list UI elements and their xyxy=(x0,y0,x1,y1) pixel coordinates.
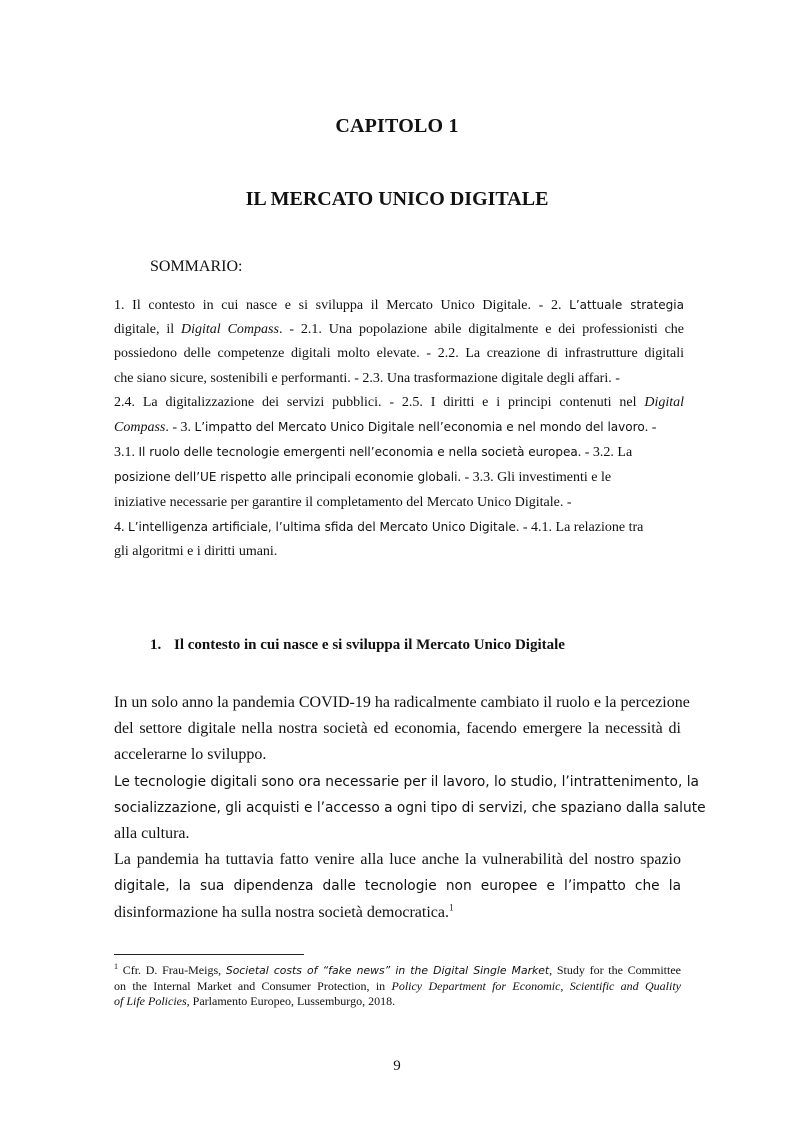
footnote-line: on the Internal Market and Consumer Protection, in Policy Department for Economic, Scientific and Quality xyxy=(114,978,681,993)
summary-line: Compass. - 3. L’impatto del Mercato Unico Digitale nell’economia e nel mondo del lavoro. - xyxy=(114,420,657,436)
footnote-reference[interactable]: 1 xyxy=(448,902,454,913)
paragraph-line: alla cultura. xyxy=(114,825,190,843)
summary-line: gli algoritmi e i diritti umani. xyxy=(114,544,278,560)
summary-line: posizione dell’UE rispetto alle principali economie globali. - 3.3. Gli investimenti e le xyxy=(114,470,612,486)
footnote-marker: 1 xyxy=(114,962,118,971)
summary-line: iniziative necessarie per garantire il completamento del Mercato Unico Digitale. - xyxy=(114,494,572,510)
footnote xyxy=(114,963,681,1010)
section-title: Il contesto in cui nasce e si sviluppa il Mercato Unico Digitale xyxy=(174,637,565,653)
footnote-line: of Life Policies, Parlamento Europeo, Lussemburgo, 2018. xyxy=(114,994,396,1008)
page-number: 9 xyxy=(393,1058,401,1074)
summary-line: 2.4. La digitalizzazione dei servizi pubblici. - 2.5. I diritti e i principi contenuti nel Digital xyxy=(114,394,684,410)
paragraph-line: Le tecnologie digitali sono ora necessarie per il lavoro, lo studio, l’intrattenimento, la xyxy=(114,773,699,790)
paragraph-line: digitale, la sua dipendenza dalle tecnologie non europee e l’impatto che la xyxy=(114,878,681,895)
body-text xyxy=(114,690,706,926)
paragraph-line: accelerarne lo sviluppo. xyxy=(114,746,267,764)
paragraph-line: socializzazione, gli acquisti e l’accesso a ogni tipo di servizi, che spaziano dalla salute xyxy=(114,799,706,816)
paragraph-line: La pandemia ha tuttavia fatto venire alla luce anche la vulnerabilità del nostro spazio xyxy=(114,851,681,869)
section-number: 1. xyxy=(150,637,162,653)
footnote-line: $^1$ Cfr. D. Frau-Meigs, Societal costs of “fake news” in the Digital Single Market, Study for the Committee xyxy=(114,962,681,977)
paragraph-line: del settore digitale nella nostra società ed economia, facendo emergere la necessità di xyxy=(114,720,681,738)
footnote-divider xyxy=(114,954,304,955)
section-heading xyxy=(150,637,565,654)
chapter-number: CAPITOLO 1 xyxy=(335,115,459,137)
summary-line: possiedono delle competenze digitali molto elevate. - 2.2. La creazione di infrastrutture digitali xyxy=(114,346,684,362)
summary-body xyxy=(114,293,684,564)
summary-line: 1. Il contesto in cui nasce e si sviluppa il Mercato Unico Digitale. - 2. L’attuale strategia xyxy=(114,298,684,313)
summary-line: digitale, il Digital Compass. - 2.1. Una popolazione abile digitalmente e dei professionisti che xyxy=(114,322,685,338)
summary-line: che siano sicure, sostenibili e performanti. - 2.3. Una trasformazione digitale degli affari. - xyxy=(114,370,620,386)
chapter-title: IL MERCATO UNICO DIGITALE xyxy=(245,188,549,210)
paragraph-line: disinformazione ha sulla nostra società democratica.$^1$ xyxy=(114,902,454,921)
summary-label: SOMMARIO: xyxy=(150,258,243,275)
summary-line: 4. L’intelligenza artificiale, l’ultima sfida del Mercato Unico Digitale. - 4.1. La relazione tra xyxy=(114,519,644,535)
paragraph-line: In un solo anno la pandemia COVID-19 ha radicalmente cambiato il ruolo e la percezione xyxy=(114,694,690,711)
summary-line: 3.1. Il ruolo delle tecnologie emergenti nell’economia e nella società europea. - 3.2. La xyxy=(114,445,633,461)
